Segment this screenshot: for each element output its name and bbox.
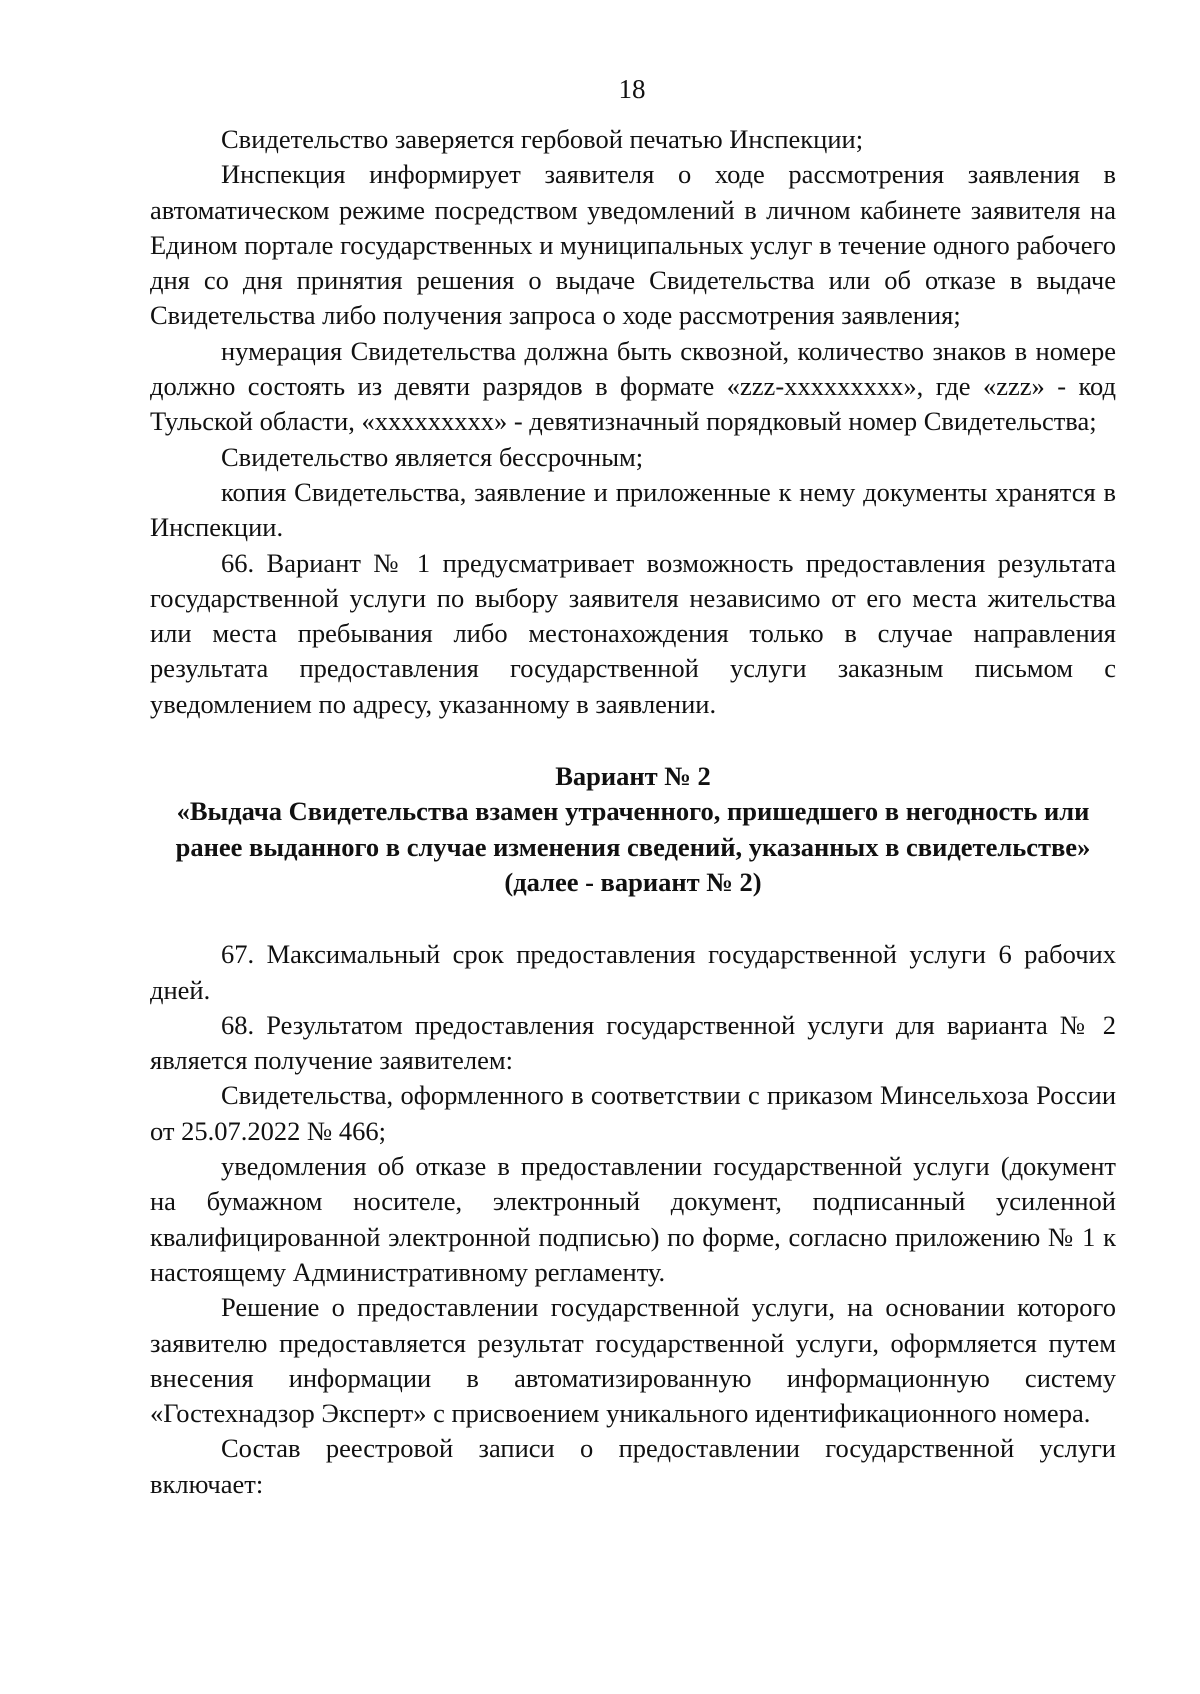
- variant-label: Вариант № 2: [555, 761, 711, 792]
- paragraph-storage: копия Свидетельства, заявление и приложенные к нему документы хранятся в Инспекции.: [150, 476, 1116, 543]
- document-body: [150, 122, 1116, 1502]
- section-heading: [150, 759, 1116, 900]
- variant-title: «Выдача Свидетельства взамен утраченного, пришедшего в негодность или ранее выданного в случае изменения сведений, указанных в свидетельстве» (далее - вариант № 2): [175, 796, 1091, 897]
- paragraph-decision: Решение о предоставлении государственной услуги, на основании которого заявителю предоставляется результат государственной услуги, оформляется путем внесения информации в автоматизированную информационную систему «Гостехнадзор Эксперт» с присвоением уникального идентификационного номера.: [150, 1292, 1116, 1429]
- paragraph-66: 66. Вариант № 1 предусматривает возможность предоставления результата государственной услуги по выбору заявителя независимо от его места жительства или места пребывания либо местонахождения только в случае направления результата предоставления государственной услуги заказным письмом с уведомлением по адресу, указанному в заявлении.: [150, 547, 1116, 719]
- paragraph-notification: Инспекция информирует заявителя о ходе рассмотрения заявления в автоматическом режиме посредством уведомлений в личном кабинете заявителя на Едином портале государственных и муниципальных услуг в течение одного рабочего дня со дня принятия решения о выдаче Свидетельства или об отказе в выдаче Свидетельства либо получения запроса о ходе рассмотрения заявления;: [150, 159, 1116, 331]
- paragraph-validity: Свидетельство является бессрочным;: [221, 441, 644, 472]
- paragraph-67: 67. Максимальный срок предоставления государственной услуги 6 рабочих дней.: [150, 939, 1116, 1005]
- paragraph-certificate: Свидетельства, оформленного в соответствии с приказом Минсельхоза России от 25.07.2022 № 466;: [150, 1080, 1116, 1146]
- paragraph-seal: Свидетельство заверяется гербовой печатью Инспекции;: [221, 124, 864, 154]
- paragraph-refusal-notice: уведомления об отказе в предоставлении государственной услуги (документ на бумажном носителе, электронный документ, подписанный усиленной квалифицированной электронной подписью) по форме, согласно приложению № 1 к настоящему Административному регламенту.: [150, 1151, 1116, 1287]
- page-number: 18: [618, 74, 646, 104]
- paragraph-68: 68. Результатом предоставления государственной услуги для варианта № 2 является получение заявителем:: [150, 1009, 1116, 1076]
- paragraph-numbering: нумерация Свидетельства должна быть сквозной, количество знаков в номере должно состоять из девяти разрядов в формате «zzz-xxxxxxxxx», где «zzz» - код Тульской области, «xxxxxxxxx» - девятизначный порядковый номер Свидетельства;: [150, 335, 1116, 437]
- paragraph-registry: Состав реестровой записи о предоставлении государственной услуги включает:: [150, 1433, 1116, 1499]
